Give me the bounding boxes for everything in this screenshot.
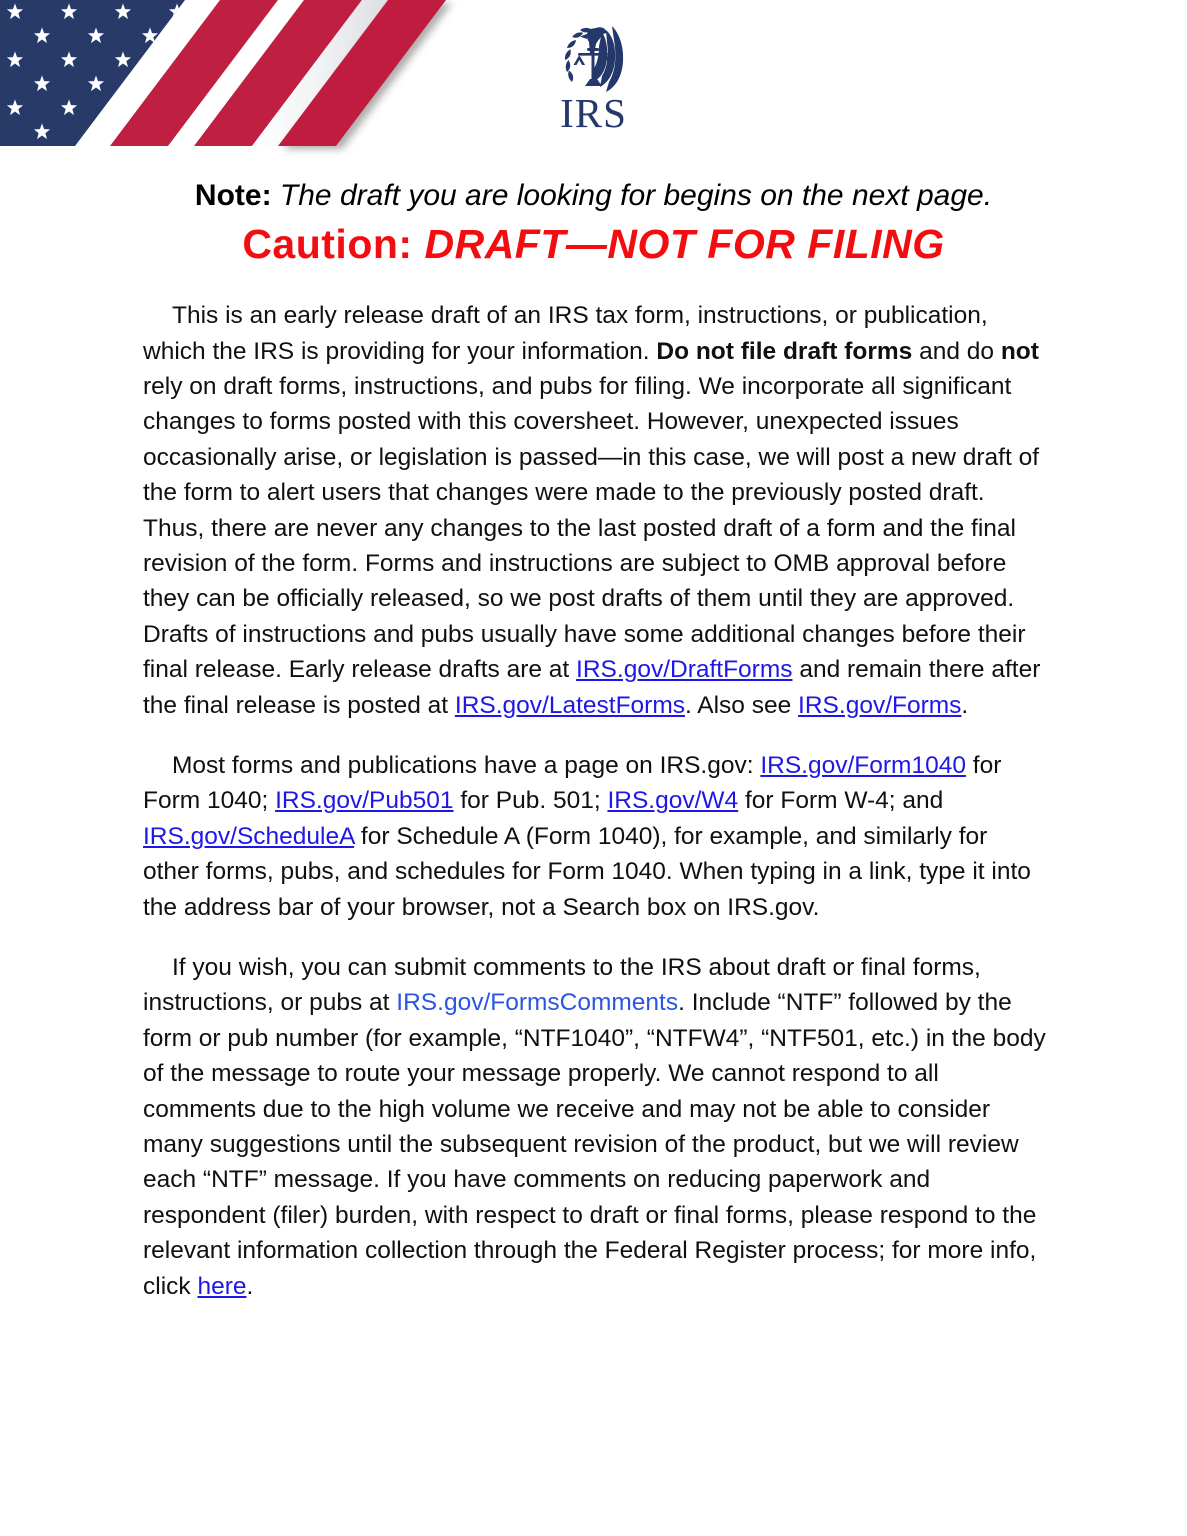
text-run: not — [1000, 337, 1039, 365]
text-run: and do — [912, 337, 1001, 365]
link-irs-gov-draftforms[interactable]: IRS.gov/DraftForms — [576, 656, 793, 684]
caution-line — [0, 221, 1187, 268]
text-run: Do not file draft forms — [656, 337, 913, 365]
link-here[interactable]: here — [197, 1272, 247, 1300]
text-run: . — [961, 691, 969, 719]
text-run: This is an early release draft of an IRS tax form, instructions, or publication, which the IRS is providing for your information. — [143, 302, 988, 365]
text-run: rely on draft forms, instructions, and pubs for filing. We incorporate all significant changes to forms posted with this coversheet. However, unexpected issues occasionally arise, or legislation is passed—in this case, we will post a new draft of the form to alert users that changes were made to the previously posted draft. Thus, there are never any changes to the last posted draft of a form and the final revision of the form. Forms and instructions are subject to OMB approval before they can be officially released, so we post drafts of them until they are approved. Drafts of instructions and pubs usually have some additional changes before their final release. Early release drafts are at — [143, 372, 1040, 684]
link-irs-gov-form1040[interactable]: IRS.gov/Form1040 — [760, 752, 966, 780]
paragraph-comments — [143, 950, 1049, 1304]
note-text: The draft you are looking for begins on the next page. — [279, 179, 993, 212]
text-run: for Form W-4; and — [738, 787, 944, 815]
caution-text: DRAFT—NOT FOR FILING — [424, 221, 945, 267]
text-run: . Include “NTF” followed by the form or pub number (for example, “NTF1040”, “NTFW4”, “NTF501, etc.) in the body of the message to route your message properly. We cannot respond to all comments due to the high volume we receive and may not be able to consider many suggestions until the subsequent revision of the product, but we will review each “NTF” message. If you have comments on reducing paperwork and respondent (filer) burden, with respect to draft or final forms, please respond to the relevant information collection through the Federal Register process; for more info, click — [143, 989, 1046, 1300]
irs-eagle-icon — [556, 24, 632, 96]
us-flag-icon — [0, 0, 470, 146]
irs-logo — [556, 24, 632, 134]
link-irs-gov-schedulea[interactable]: IRS.gov/ScheduleA — [143, 822, 355, 850]
text-run: Most forms and publications have a page on IRS.gov: — [172, 752, 761, 780]
page-header — [0, 0, 1187, 148]
text-run: for Pub. 501; — [453, 787, 608, 815]
text-run: for Form 1040; — [143, 752, 1002, 815]
text-run: and remain there after the final release is posted at — [143, 656, 1041, 719]
link-irs-gov-latestforms[interactable]: IRS.gov/LatestForms — [454, 691, 685, 719]
link-irs-gov-pub501[interactable]: IRS.gov/Pub501 — [275, 787, 454, 815]
text-run: If you wish, you can submit comments to the IRS about draft or final forms, instructions, or pubs at — [143, 954, 981, 1017]
link-irs-gov-forms[interactable]: IRS.gov/Forms — [798, 691, 962, 719]
text-run: for Schedule A (Form 1040), for example, and similarly for other forms, pubs, and schedules for Form 1040. When typing in a link, type it into the address bar of your browser, not a Search box on IRS.gov. — [143, 822, 1031, 921]
paragraph-early-release — [143, 298, 1049, 723]
paragraph-form-pages — [143, 748, 1049, 925]
body-text — [0, 268, 1187, 1304]
link-irs-gov-formscomments[interactable]: IRS.gov/FormsComments — [396, 989, 679, 1017]
caution-label: Caution: — [242, 221, 413, 267]
note-label: Note: — [194, 179, 272, 212]
text-run: . Also see — [685, 691, 799, 719]
text-run: . — [246, 1272, 254, 1300]
irs-logo-text: IRS — [560, 90, 627, 136]
note-line — [0, 178, 1187, 214]
link-irs-gov-w4[interactable]: IRS.gov/W4 — [607, 787, 739, 815]
